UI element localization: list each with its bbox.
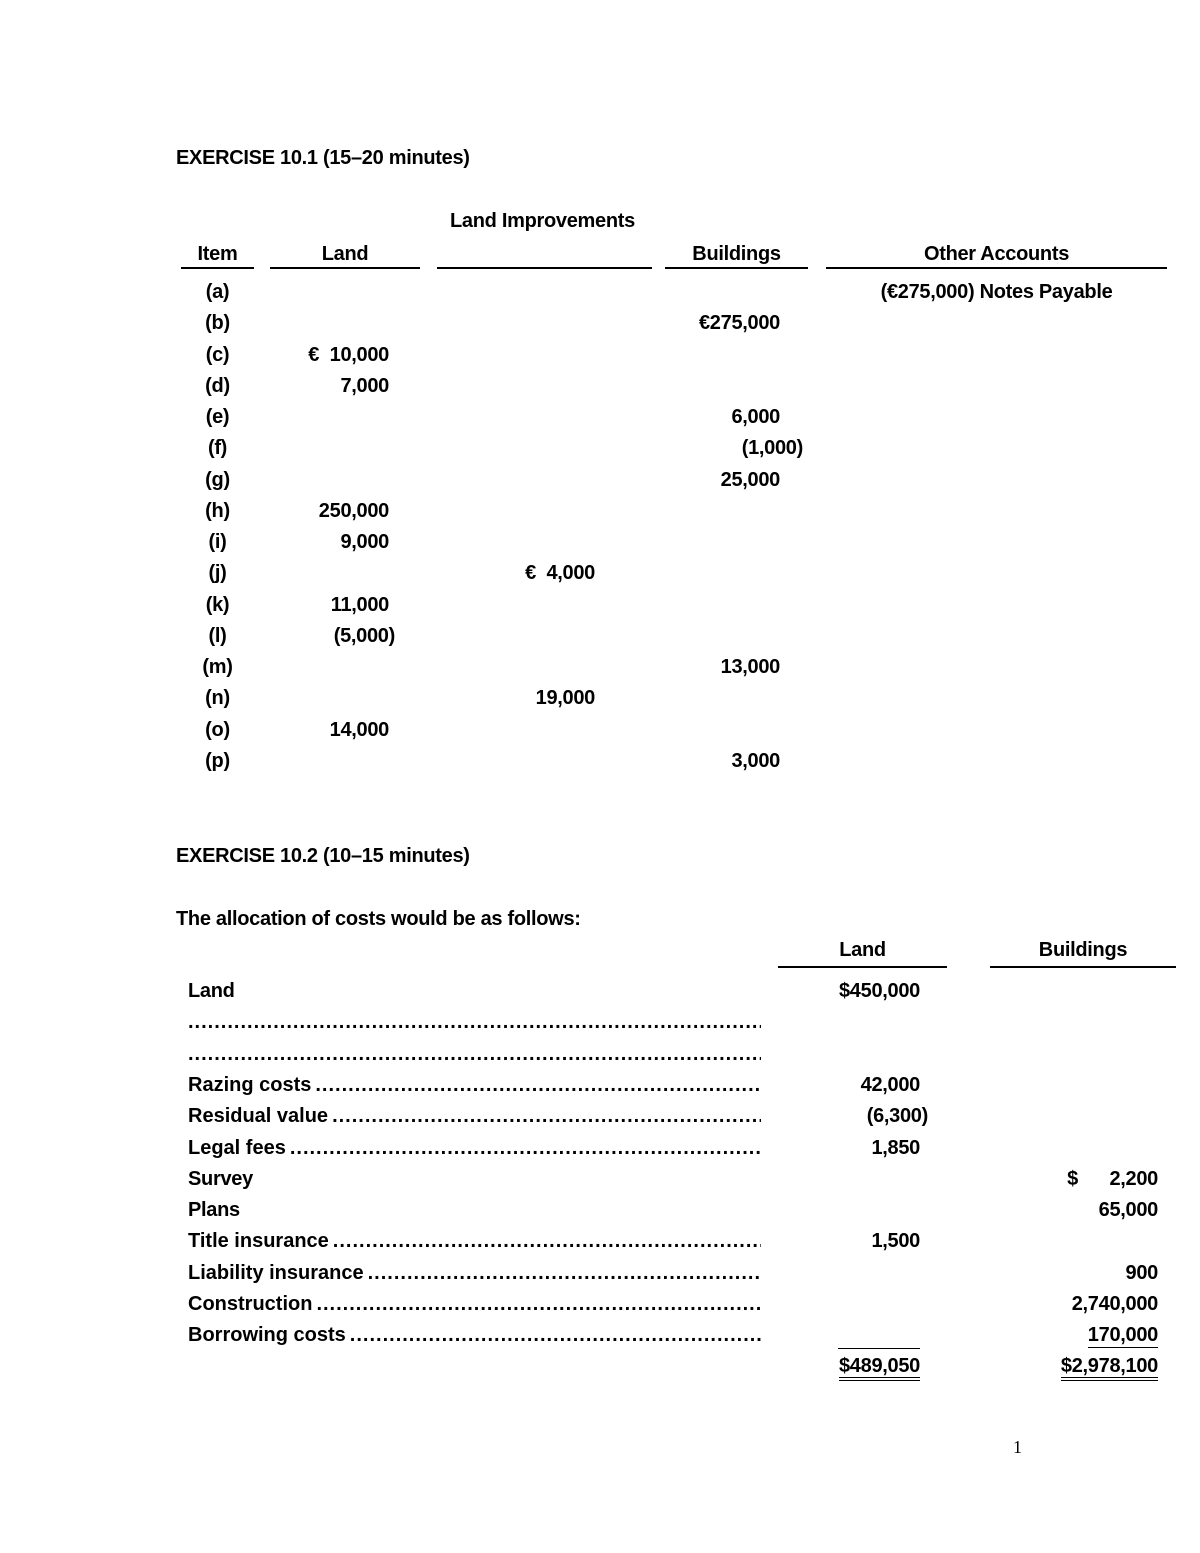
- item-label: (h): [205, 500, 230, 522]
- land-amount: 11,000: [330, 594, 389, 616]
- item-label: (g): [205, 469, 230, 491]
- header-rule-buildings: [665, 267, 808, 269]
- leader-dots: [315, 1073, 761, 1097]
- leader-dots: [332, 1104, 761, 1128]
- item-label: (f): [207, 437, 228, 459]
- buildings-cost: 900: [1125, 1262, 1158, 1284]
- cost-item-label: Title insurance: [188, 1230, 329, 1252]
- item-label: (a): [205, 281, 230, 303]
- cost-item-label: Legal fees: [188, 1137, 286, 1159]
- cost-item-label: Construction: [188, 1293, 313, 1315]
- cost-item-label: Residual value: [188, 1105, 329, 1127]
- header-land-improvements: Land Improvements: [450, 210, 635, 232]
- cost-item-label: Liability insurance: [188, 1262, 364, 1284]
- buildings-cost-value: 170,000: [1087, 1324, 1158, 1346]
- header-rule-land-improvements: [437, 267, 652, 269]
- land-amount: 250,000: [318, 500, 389, 522]
- cost-item-label: Land: [188, 980, 235, 1002]
- buildings-amount: 13,000: [720, 656, 780, 678]
- header-rule-other-accounts: [826, 267, 1167, 269]
- header-land-2: Land: [839, 939, 886, 961]
- land-cost: 1,500: [871, 1230, 920, 1252]
- item-label: (d): [205, 375, 230, 397]
- buildings-amount: 6,000: [731, 406, 780, 428]
- item-label: (l): [208, 625, 227, 647]
- cost-item: [188, 1292, 761, 1316]
- item-label: (p): [205, 750, 230, 772]
- land-amount: 9,000: [340, 531, 389, 553]
- item-label: (c): [205, 344, 230, 366]
- cost-item-label: Plans: [188, 1199, 240, 1221]
- cost-item: [188, 1136, 761, 1160]
- land-improvements-amount: 19,000: [535, 687, 595, 709]
- land-amount: 14,000: [329, 719, 389, 741]
- cost-item: [188, 1073, 761, 1097]
- land-amount: (5,000): [333, 625, 395, 647]
- header-rule-buildings-2: [990, 966, 1176, 968]
- leader-dots: [368, 1261, 761, 1285]
- total-buildings: $2,978,100: [980, 1354, 1158, 1378]
- leader-dots: [333, 1229, 761, 1253]
- leader-dots: [188, 1042, 761, 1066]
- buildings-amount: 25,000: [720, 469, 780, 491]
- header-item: Item: [197, 243, 238, 265]
- buildings-cost: 2,740,000: [1071, 1293, 1158, 1315]
- land-improvements-amount: € 4,000: [525, 562, 595, 584]
- total-land: $489,050: [760, 1354, 920, 1378]
- land-subtotal-rule: [838, 1348, 920, 1349]
- header-rule-item: [181, 267, 254, 269]
- land-amount: € 10,000: [308, 344, 389, 366]
- land-amount: 7,000: [340, 375, 389, 397]
- leader-dots: [290, 1136, 761, 1160]
- item-label: (n): [205, 687, 230, 709]
- cost-item-label: Razing costs: [188, 1074, 312, 1096]
- buildings-amount: €275,000: [698, 312, 780, 334]
- leader-dots: [316, 1292, 761, 1316]
- buildings-cost: 65,000: [1098, 1199, 1158, 1221]
- other-accounts-entry: (€275,000) Notes Payable: [880, 281, 1113, 303]
- cost-item: [188, 1323, 761, 1347]
- exercise-10-1-title: EXERCISE 10.1 (15–20 minutes): [176, 147, 470, 169]
- header-land: Land: [321, 243, 369, 265]
- cost-item: [188, 1042, 761, 1066]
- allocation-intro: The allocation of costs would be as follows:: [176, 908, 581, 930]
- land-cost: 1,850: [871, 1137, 920, 1159]
- item-label: (m): [202, 656, 233, 678]
- header-buildings: Buildings: [692, 243, 781, 265]
- item-label: (o): [205, 719, 230, 741]
- buildings-cost: [980, 1323, 1158, 1347]
- buildings-amount: (1,000): [741, 437, 803, 459]
- cost-item-label: Borrowing costs: [188, 1324, 346, 1346]
- header-buildings-2: Buildings: [1038, 939, 1128, 961]
- cost-item: [188, 1104, 761, 1128]
- leader-dots: [350, 1323, 761, 1347]
- buildings-amount: 3,000: [731, 750, 780, 772]
- land-cost: 42,000: [860, 1074, 920, 1096]
- land-cost: (6,300): [866, 1105, 928, 1127]
- exercise-10-2-title: EXERCISE 10.2 (10–15 minutes): [176, 845, 470, 867]
- land-cost: $450,000: [838, 980, 920, 1002]
- item-label: (k): [205, 594, 230, 616]
- header-other-accounts: Other Accounts: [923, 243, 1070, 265]
- item-label: (j): [208, 562, 227, 584]
- header-rule-land: [270, 267, 420, 269]
- item-label: (i): [208, 531, 227, 553]
- cost-item: [188, 1010, 761, 1034]
- cost-item: [188, 1261, 761, 1285]
- cost-item: [188, 1229, 761, 1253]
- cost-item-label: Survey: [188, 1168, 253, 1190]
- header-rule-land-2: [778, 966, 947, 968]
- item-label: (b): [205, 312, 230, 334]
- page-number: 1: [1013, 1437, 1022, 1457]
- item-label: (e): [205, 406, 230, 428]
- leader-dots: [188, 1010, 761, 1034]
- buildings-cost: $ 2,200: [1067, 1168, 1158, 1190]
